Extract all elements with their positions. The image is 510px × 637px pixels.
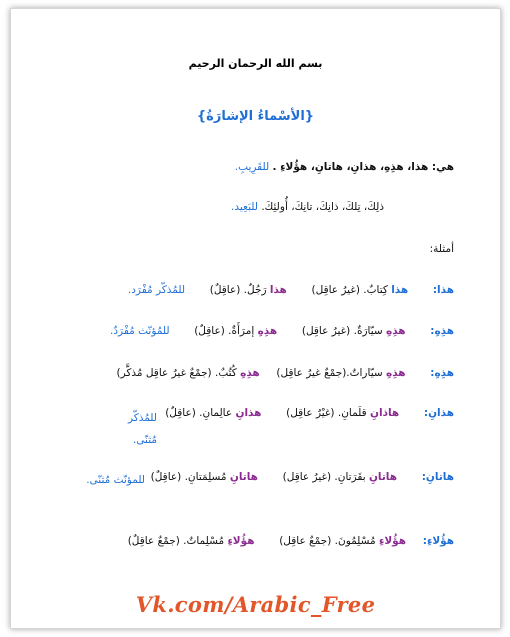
example-row <box>116 367 454 379</box>
example-phrase: كِتابٌ. (غيرُ عاقِل) <box>311 284 392 296</box>
example-head: هاتانِ: <box>421 471 454 483</box>
example-head: هذِهِ: <box>430 367 454 379</box>
example-phrase: كُتُبٌ. (جمْعٌ غيرُ عاقِل مُذكَّر) <box>116 367 241 379</box>
pointer-word: هذا <box>269 284 287 296</box>
pointer-word: هاذانِ <box>370 407 400 419</box>
definition-far <box>231 201 384 213</box>
example-note: للمُذكّر مُثنّى. <box>127 412 157 446</box>
example-head: هذانِ: <box>423 407 454 419</box>
far-words: ذلِكَ، تِلكَ، ذانِكَ، تانِكَ، أُولئِكَ. <box>261 201 384 213</box>
pointer-word: هذِهِ <box>386 367 406 379</box>
far-label: للبَعِيد. <box>231 201 258 213</box>
pointer-word: هاتانِ <box>229 471 258 483</box>
pointer-word: هؤُلاءِ <box>379 535 407 547</box>
example-phrase: سيّارَةٌ. (غيرُ عاقِل) <box>301 325 387 337</box>
page-title: {الأسْماءُ الإشارَةُ} <box>196 109 315 124</box>
example-row <box>128 535 454 547</box>
document-page <box>10 8 501 629</box>
example-row <box>110 325 454 337</box>
definition-near <box>235 161 454 173</box>
pointer-word: هؤُلاءِ <box>227 535 255 547</box>
example-row <box>151 471 454 483</box>
example-note: للمُؤنّث مُفْرَدٌ. <box>110 325 170 337</box>
near-label: للقَرِيبِ. <box>234 161 270 173</box>
example-phrase: مُسْلِمُونَ. (جمْعٌ عاقِل) <box>279 535 379 547</box>
example-note: للمُذكّر مُفْرَد. <box>127 284 186 296</box>
example-head: هذِهِ: <box>430 325 454 337</box>
pointer-word: هاتانِ <box>368 471 398 483</box>
pointer-word: هذِهِ <box>257 325 278 337</box>
examples-heading: أمثلة: <box>429 243 454 255</box>
example-head: هؤُلاءِ: <box>422 535 454 547</box>
example-phrase: مُسْلِماتٌ. (جمْعٌ عاقِلٌ) <box>127 535 228 547</box>
example-phrase: سيّاراتٌ.(جمْعٌ غيرُ عاقِل) <box>276 367 387 379</box>
example-phrase: عالِمانِ. (عاقِلٌ) <box>165 407 236 419</box>
example-phrase: رَجُلٌ. (عاقِلٌ) <box>209 284 270 296</box>
example-row <box>165 407 454 419</box>
footer-watermark: Vk.com/Arabic_Free <box>135 592 376 617</box>
example-phrase: إمرَأَةٌ. (عاقِلٌ) <box>194 325 258 337</box>
example-note: للمؤنّث مُثنّى. <box>86 474 145 486</box>
example-phrase: قلَمانِ. (غيْرُ عاقِل) <box>286 407 371 419</box>
pointer-word: هذا <box>391 284 409 296</box>
pointer-word: هذِهِ <box>386 325 406 337</box>
example-phrase: مُسلِمَتانِ. (عاقِلٌ) <box>150 471 230 483</box>
example-head: هذا: <box>432 284 454 296</box>
pointer-word: هذانِ <box>235 407 262 419</box>
example-row <box>128 284 454 296</box>
near-words: هي: هذا، هذِهِ، هذانِ، هاتانِ، هؤُلاءِ . <box>272 161 454 173</box>
basmala: بسم الله الرحمان الرحيم <box>188 57 323 70</box>
pointer-word: هذِهِ <box>240 367 260 379</box>
example-phrase: بقَرَتانِ. (غيرُ عاقِل) <box>282 471 369 483</box>
